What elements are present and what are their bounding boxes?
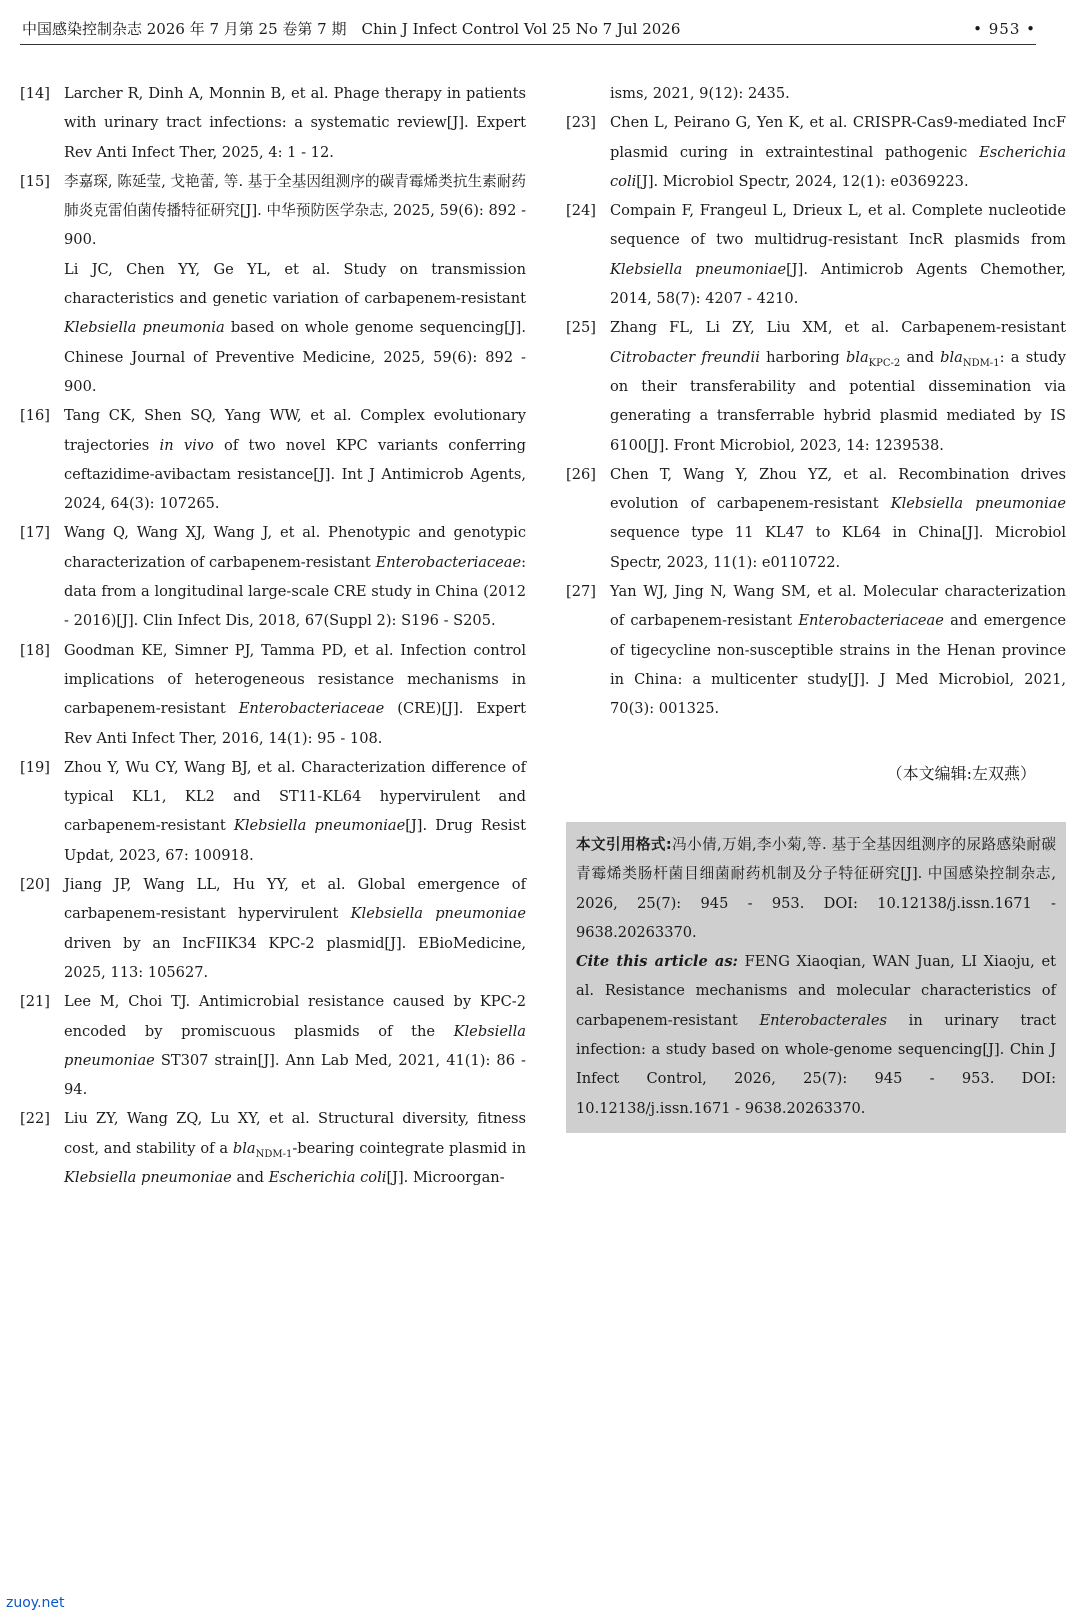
reference-19: [19] Zhou Y, Wu CY, Wang BJ, et al. Characterization difference of typical KL1, KL2 and ST11-KL64 hypervirulent and carbapenem-resistant Klebsiella pneumoniae[J]. Drug Resist Updat, 2023, 67: 100918. [20, 753, 526, 870]
reference-number: [27] [566, 583, 596, 601]
reference-23: [23] Chen L, Peirano G, Yen K, et al. CRISPR-Cas9-mediated IncF plasmid curing in extraintestinal pathogenic Escherichia coli[J]. Microbiol Spectr, 2024, 12(1): e0369223. [566, 108, 1066, 196]
gene-subscript: KPC-2 [868, 357, 901, 369]
species-name: Citrobacter freundii [610, 348, 760, 366]
reference-24: [24] Compain F, Frangeul L, Drieux L, et al. Complete nucleotide sequence of two multidrug-resistant IncR plasmids from Klebsiella pneumoniae[J]. Antimicrob Agents Chemother, 2014, 58(7): 4207 - 4210. [566, 196, 1066, 313]
reference-text: Larcher R, Dinh A, Monnin B, et al. Phage therapy in patients with urinary tract infections: a systematic review[J]. Expert Rev Anti Infect Ther, 2025, 4: 1 - 12. [64, 85, 526, 161]
species-name: Klebsiella pneumoniae [890, 495, 1067, 513]
species-name: Klebsiella pneumonia [64, 319, 225, 337]
reference-number: [19] [20, 758, 50, 776]
reference-22: [22] Liu ZY, Wang ZQ, Lu XY, et al. Structural diversity, fitness cost, and stability of a bla$_{NDM-1}$-bearing cointegrate plasmid in Klebsiella pneumoniae and Escherichia coli[J]. Microorgan- [20, 1104, 526, 1192]
species-name: Klebsiella pneumoniae [64, 1168, 232, 1186]
reference-number: [22] [20, 1110, 50, 1128]
citation-label-english: Cite this article as: [576, 953, 738, 971]
reference-number: [14] [20, 85, 50, 102]
citation-chinese: 本文引用格式:冯小倩,万娟,李小菊,等. 基于全基因组测序的尿路感染耐碳青霉烯类肠杆菌目细菌耐药机制及分子特征研究[J]. 中国感染控制杂志, 2026, 25(7): 945 - 953. DOI: 10.12138/j.issn.1671 - 9638.20263370. [576, 836, 1056, 941]
gene-name: bla [845, 348, 869, 366]
references-left-column [20, 79, 526, 1192]
species-name: Klebsiella pneumoniae [610, 260, 787, 278]
reference-22-continuation: isms, 2021, 9(12): 2435. [610, 85, 790, 102]
journal-running-title: 中国感染控制杂志 2026 年 7 月第 25 卷第 7 期 Chin J Infect Control Vol 25 No 7 Jul 2026 [22, 20, 681, 38]
reference-number: [17] [20, 524, 50, 542]
reference-number: [21] [20, 993, 50, 1011]
reference-number: [20] [20, 876, 50, 894]
reference-26: [26] Chen T, Wang Y, Zhou YZ, et al. Recombination drives evolution of carbapenem-resistant Klebsiella pneumoniae sequence type 11 KL47 to KL64 in China[J]. Microbiol Spectr, 2023, 11(1): e0110722. [566, 460, 1066, 577]
reference-27: [27] Yan WJ, Jing N, Wang SM, et al. Molecular characterization of carbapenem-resistant Enterobacteriaceae and emergence of tigecycline non-susceptible strains in the Henan province in China: a multicenter study[J]. J Med Microbiol, 2021, 70(3): 001325. [566, 577, 1066, 723]
references-right-column [566, 79, 1066, 724]
reference-18: [18] Goodman KE, Simner PJ, Tamma PD, et al. Infection control implications of heterogeneous resistance mechanisms in carbapenem-resistant Enterobacteriaceae (CRE)[J]. Expert Rev Anti Infect Ther, 2016, 14(1): 95 - 108. [20, 636, 526, 753]
reference-20: [20] Jiang JP, Wang LL, Hu YY, et al. Global emergence of carbapenem-resistant hypervirulent Klebsiella pneumoniae driven by an IncFIIK34 KPC-2 plasmid[J]. EBioMedicine, 2025, 113: 105627. [20, 870, 526, 987]
species-name: Klebsiella pneumoniae [233, 817, 406, 835]
reference-16: [16] Tang CK, Shen SQ, Yang WW, et al. Complex evolutionary trajectories in vivo of two novel KPC variants conferring ceftazidime-avibactam resistance[J]. Int J Antimicrob Agents, 2024, 64(3): 107265. [20, 401, 526, 518]
reference-text-chinese: 李嘉琛, 陈延莹, 戈艳蕾, 等. 基于全基因组测序的碳青霉烯类抗生素耐药肺炎克雷伯菌传播特征研究[J]. 中华预防医学杂志, 2025, 59(6): 892 - 900. [64, 172, 526, 249]
site-watermark: zuoy.net [6, 1595, 65, 1611]
page-number: • 953 • [973, 20, 1036, 38]
gene-subscript: NDM-1 [255, 1148, 293, 1160]
species-name: Klebsiella pneumoniae [64, 1022, 526, 1069]
species-name: Enterobacteriaceae [375, 553, 522, 571]
reference-text-english: Li JC, Chen YY, Ge YL, et al. Study on transmission characteristics and genetic variation of carbapenem-resistant Klebsiella pneumonia based on whole genome sequencing[J]. Chinese Journal of Preventive Medicine, 2025, 59(6): 892 - 900. [64, 260, 527, 395]
reference-number: [15] [20, 172, 50, 190]
citation-label-chinese: 本文引用格式: [576, 836, 672, 853]
latin-term: in vivo [159, 436, 214, 454]
reference-number: [18] [20, 641, 50, 659]
gene-name: bla [940, 348, 963, 366]
species-name: Escherichia coli [268, 1168, 387, 1186]
species-name: Enterobacteriaceae [238, 700, 385, 718]
taxon-name: Enterobacterales [759, 1011, 887, 1029]
species-name: Enterobacteriaceae [798, 612, 944, 630]
reference-number: [26] [566, 465, 596, 483]
reference-number: [16] [20, 407, 50, 425]
citation-box [566, 822, 1066, 1133]
reference-number: [23] [566, 114, 596, 132]
reference-number: [25] [566, 319, 596, 337]
editor-note: （本文编辑:左双燕） [886, 764, 1036, 783]
reference-14 [20, 79, 526, 167]
reference-17: [17] Wang Q, Wang XJ, Wang J, et al. Phenotypic and genotypic characterization of carbapenem-resistant Enterobacteriaceae: data from a longitudinal large-scale CRE study in China (2012 - 2016)[J]. Clin Infect Dis, 2018, 67(Suppl 2): S196 - S205. [20, 518, 526, 635]
gene-subscript: NDM-1 [962, 357, 1000, 369]
reference-number: [24] [566, 202, 596, 220]
reference-15 [20, 167, 526, 401]
reference-25: [25] Zhang FL, Li ZY, Liu XM, et al. Carbapenem-resistant Citrobacter freundii harboring bla$_{KPC-2}$ and bla$_{NDM-1}$: a study on their transferability and potential dissemination via generating a transferrable hybrid plasmid mediated by IS 6100[J]. Front Microbiol, 2023, 14: 1239538. [566, 313, 1066, 459]
citation-english: Cite this article as: FENG Xiaoqian, WAN Juan, LI Xiaoju, et al. Resistance mechanisms and molecular characteristics of carbapenem-resistant Enterobacterales in urinary tract infection: a study based on whole-genome sequencing[J]. Chin J Infect Control, 2026, 25(7): 945 - 953. DOI: 10.12138/j.issn.1671 - 9638.20263370. [576, 953, 1057, 1117]
page-header [20, 14, 1036, 45]
species-name: Klebsiella pneumoniae [350, 905, 527, 923]
species-name: Escherichia coli [610, 143, 1067, 190]
reference-21: [21] Lee M, Choi TJ. Antimicrobial resistance caused by KPC-2 encoded by promiscuous plasmids of the Klebsiella pneumoniae ST307 strain[J]. Ann Lab Med, 2021, 41(1): 86 - 94. [20, 987, 526, 1104]
gene-name: bla [232, 1139, 256, 1157]
